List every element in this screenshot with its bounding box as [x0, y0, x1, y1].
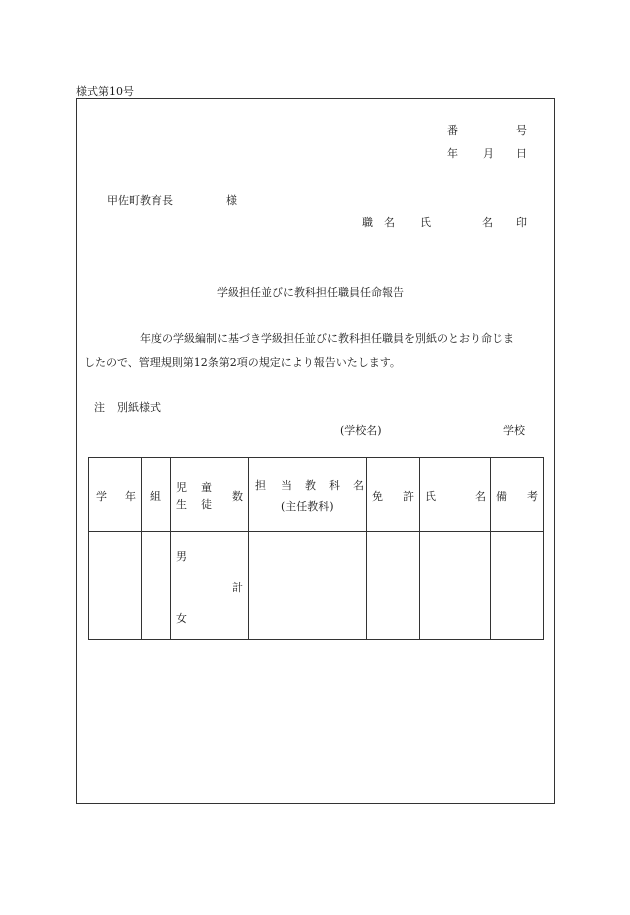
header-nen: 年: [125, 490, 136, 503]
table-data-row: [89, 532, 544, 640]
header-kumi: 組: [150, 490, 161, 503]
addressee-name: 甲佐町教育長: [107, 194, 173, 207]
document-title: 学級担任並びに教科担任職員任命報告: [217, 286, 404, 299]
header-tou: 当: [281, 479, 292, 492]
header-tan: 担: [255, 479, 266, 492]
header-gaku: 学: [96, 490, 107, 503]
table-header-row: [89, 458, 544, 532]
header-ka: 科: [329, 479, 340, 492]
header-sei: 生: [176, 498, 187, 511]
header-cell-name: [420, 458, 491, 532]
header-cell-license: [367, 458, 420, 532]
body-line-1: 年度の学級編制に基づき学級担任並びに教科担任職員を別紙のとおり命じま: [140, 332, 514, 345]
header-kyo: 許: [403, 490, 414, 503]
header-su: 数: [232, 490, 243, 503]
school-suffix: 学校: [503, 424, 525, 437]
header-cell-students: [171, 458, 249, 532]
header-cell-grade: [89, 458, 142, 532]
school-name-label: (学校名): [340, 424, 382, 437]
data-cell-name: [420, 532, 491, 640]
number-label-ban: 番: [447, 124, 458, 137]
body-line-2: したので、管理規則第12条第2項の規定により報告いたします。: [84, 356, 401, 369]
sender-seal: 印: [516, 216, 527, 229]
row-female: 女: [176, 612, 187, 625]
header-cell-subject: [249, 458, 367, 532]
note-label: 注: [94, 401, 105, 414]
header-mei2: 名: [475, 490, 486, 503]
date-label-day: 日: [516, 147, 527, 160]
header-kou: 考: [527, 490, 538, 503]
data-cell-grade: [89, 532, 142, 640]
header-shi: 氏: [425, 490, 436, 503]
header-do: 童: [201, 481, 212, 494]
addressee-honorific: 様: [226, 194, 237, 207]
data-cell-remarks: [491, 532, 544, 640]
header-to: 徒: [201, 498, 212, 511]
data-cell-class: [142, 532, 171, 640]
header-shunin: (主任教科): [281, 500, 334, 513]
date-label-year: 年: [447, 147, 458, 160]
sender-shoku: 職: [362, 216, 373, 229]
data-cell-license: [367, 532, 420, 640]
header-bi: 備: [496, 490, 507, 503]
row-total: 計: [232, 581, 243, 594]
sender-shi: 氏: [420, 216, 431, 229]
row-male: 男: [176, 550, 187, 563]
sender-mei2: 名: [482, 216, 493, 229]
data-cell-students: [171, 532, 249, 640]
data-cell-subject: [249, 532, 367, 640]
note-text: 別紙様式: [117, 401, 161, 414]
header-men: 免: [372, 490, 383, 503]
form-number: 様式第10号: [76, 85, 134, 98]
header-kyou: 教: [305, 479, 316, 492]
date-label-month: 月: [483, 147, 494, 160]
sender-mei1: 名: [384, 216, 395, 229]
assignment-table: [88, 457, 544, 640]
header-cell-class: [142, 458, 171, 532]
header-mei: 名: [353, 479, 364, 492]
header-ji: 児: [176, 481, 187, 494]
number-label-go: 号: [516, 124, 527, 137]
header-cell-remarks: [491, 458, 544, 532]
